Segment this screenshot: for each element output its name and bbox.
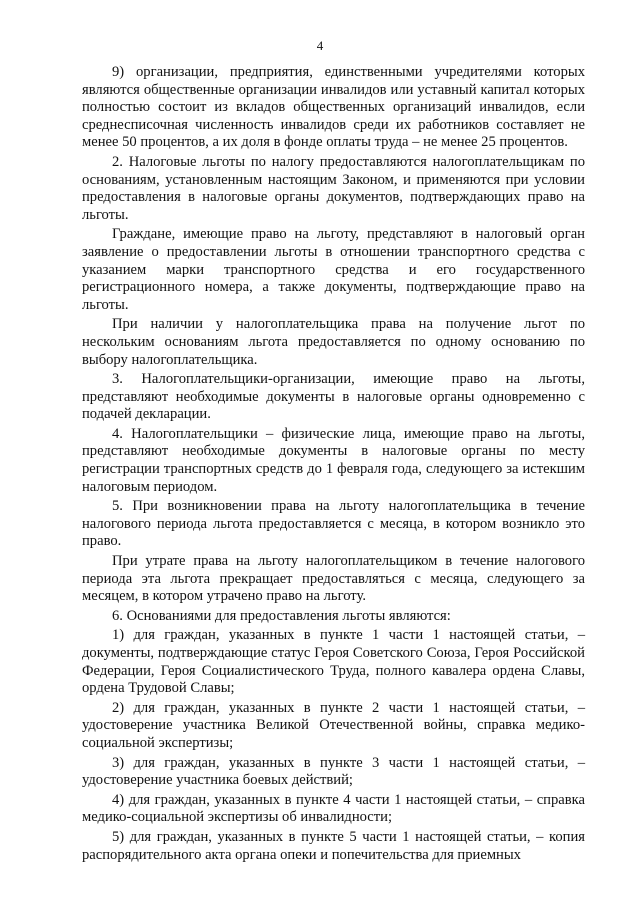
paragraph-clause-2-tax-benefits: 2. Налоговые льготы по налогу предоставляются налогоплательщикам по основаниям, установленным настоящим Законом, и применяются при условии предоставления в налоговые органы документов, подтверждающих право на льготы. — [82, 153, 585, 223]
paragraph-citizens-application: Граждане, имеющие право на льготу, представляют в налоговый орган заявление о предоставлении льготы в отношении транспортного средства с указанием марки транспортного средства и его государственного регистрационного номера, а также документы, подтверждающие право на льготы. — [82, 226, 585, 313]
paragraph-ground-1-heroes: 1) для граждан, указанных в пункте 1 части 1 настоящей статьи, – документы, подтверждающие статус Героя Советского Союза, Героя Российской Федерации, Героя Социалистического Труда, полного кавалера ордена Славы, ордена Трудовой Славы; — [82, 627, 585, 697]
page-number: 4 — [316, 38, 324, 53]
document-body — [82, 64, 585, 864]
paragraph-clause-4-individuals: 4. Налогоплательщики – физические лица, имеющие право на льготы, представляют необходимые документы в налоговые органы по месту регистрации транспортных средств до 1 февраля года, следующего за истекшим налоговым периодом. — [82, 425, 585, 495]
paragraph-right-lost: При утрате права на льготу налогоплательщиком в течение налогового периода эта льгота прекращает предоставляться с месяца, следующего за месяцем, в котором утрачено право на льготу. — [82, 553, 585, 605]
paragraph-multiple-grounds: При наличии у налогоплательщика права на получение льгот по нескольким основаниям льгота предоставляется по одному основанию по выбору налогоплательщика. — [82, 316, 585, 368]
paragraph-clause-5-right-arises: 5. При возникновении права на льготу налогоплательщика в течение налогового периода льгота предоставляется с месяца, в котором возникло это право. — [82, 498, 585, 550]
paragraph-clause-3-organizations: 3. Налогоплательщики-организации, имеющие право на льготы, представляют необходимые документы в налоговые органы одновременно с подачей декларации. — [82, 371, 585, 423]
paragraph-item-9-organizations: 9) организации, предприятия, единственными учредителями которых являются общественные организации инвалидов или уставный капитал которых полностью состоит из вкладов общественных организаций инвалидов, если среднесписочная численность инвалидов среди их работников составляет не менее 50 процентов, а их доля в фонде оплаты труда – не менее 25 процентов. — [82, 64, 585, 151]
paragraph-ground-5-guardianship: 5) для граждан, указанных в пункте 5 части 1 настоящей статьи, – копия распорядительного акта органа опеки и попечительства для приемных — [82, 828, 585, 863]
paragraph-clause-6-grounds: 6. Основаниями для предоставления льготы являются: — [112, 607, 451, 624]
paragraph-ground-4-disability: 4) для граждан, указанных в пункте 4 части 1 настоящей статьи, – справка медико-социальной экспертизы об инвалидности; — [82, 791, 585, 826]
paragraph-ground-2-wwii-participants: 2) для граждан, указанных в пункте 2 части 1 настоящей статьи, – удостоверение участника Великой Отечественной войны, справка медико-социальной экспертизы; — [82, 699, 585, 751]
paragraph-ground-3-combat-veterans: 3) для граждан, указанных в пункте 3 части 1 настоящей статьи, – удостоверение участника боевых действий; — [82, 754, 585, 789]
